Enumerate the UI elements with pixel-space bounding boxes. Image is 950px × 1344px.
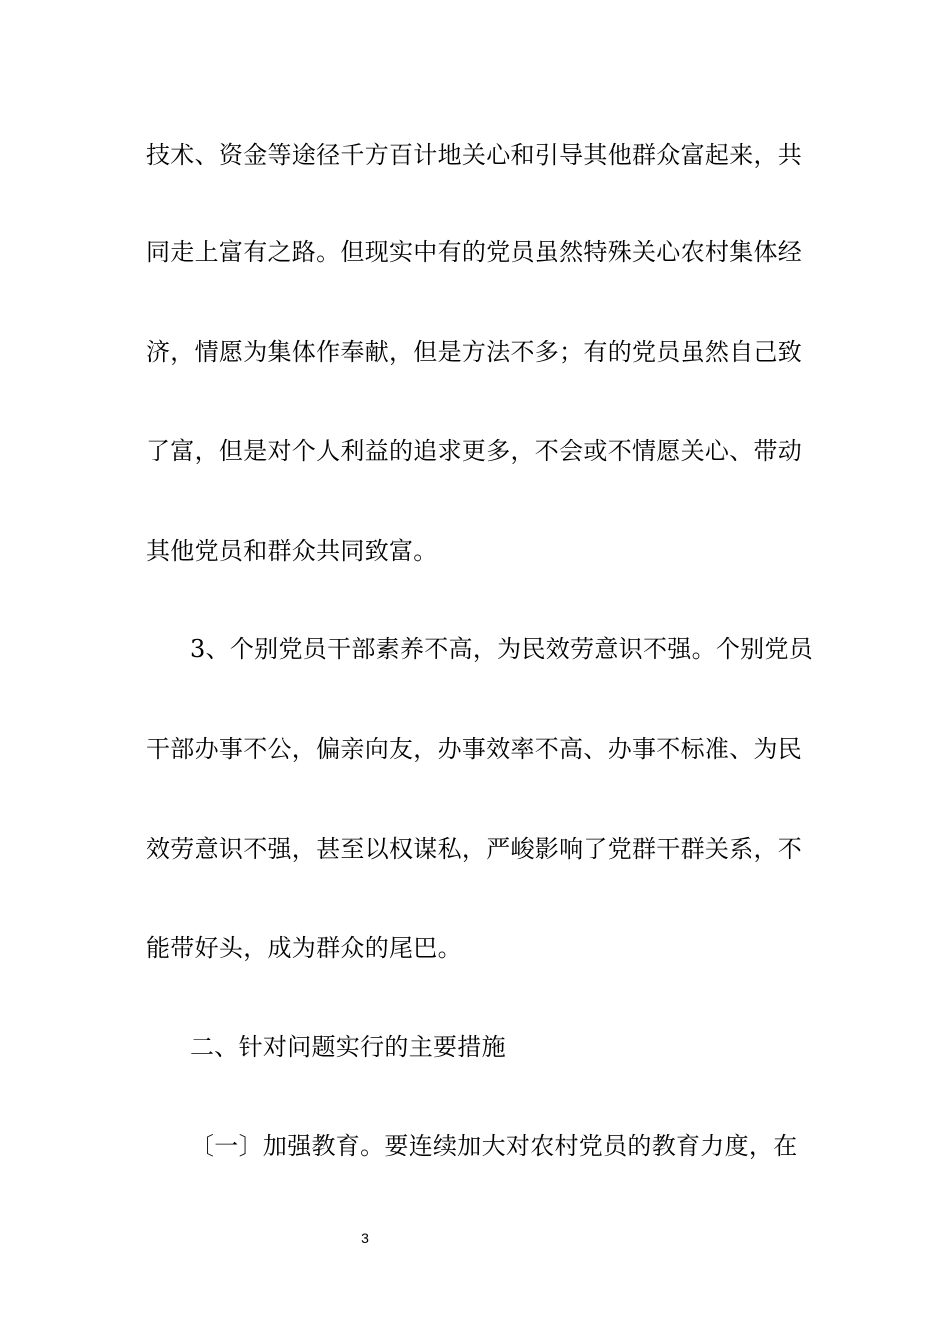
body-text-line: 〔一〕加强教育。要连续加大对农村党员的教育力度，在	[190, 1132, 798, 1160]
body-text-line: 效劳意识不强，甚至以权谋私，严峻影响了党群干群关系，不	[146, 835, 803, 863]
body-text-line: 了富，但是对个人利益的追求更多，不会或不情愿关心、带动	[146, 437, 803, 465]
body-text-line: 能带好头，成为群众的尾巴。	[146, 934, 462, 962]
section-heading: 二、针对问题实行的主要措施	[190, 1033, 506, 1061]
page-number: 3	[361, 1230, 369, 1246]
body-text-line: 技术、资金等途径千方百计地关心和引导其他群众富起来，共	[146, 141, 803, 169]
body-text-line: 3、个别党员干部素养不高，为民效劳意识不强。个别党员	[190, 635, 814, 663]
body-text-line: 济，情愿为集体作奉献，但是方法不多；有的党员虽然自己致	[146, 338, 803, 366]
body-text-line: 干部办事不公，偏亲向友，办事效率不高、办事不标准、为民	[146, 735, 803, 763]
body-text-line: 同走上富有之路。但现实中有的党员虽然特殊关心农村集体经	[146, 238, 803, 266]
body-text-line: 其他党员和群众共同致富。	[146, 537, 438, 565]
